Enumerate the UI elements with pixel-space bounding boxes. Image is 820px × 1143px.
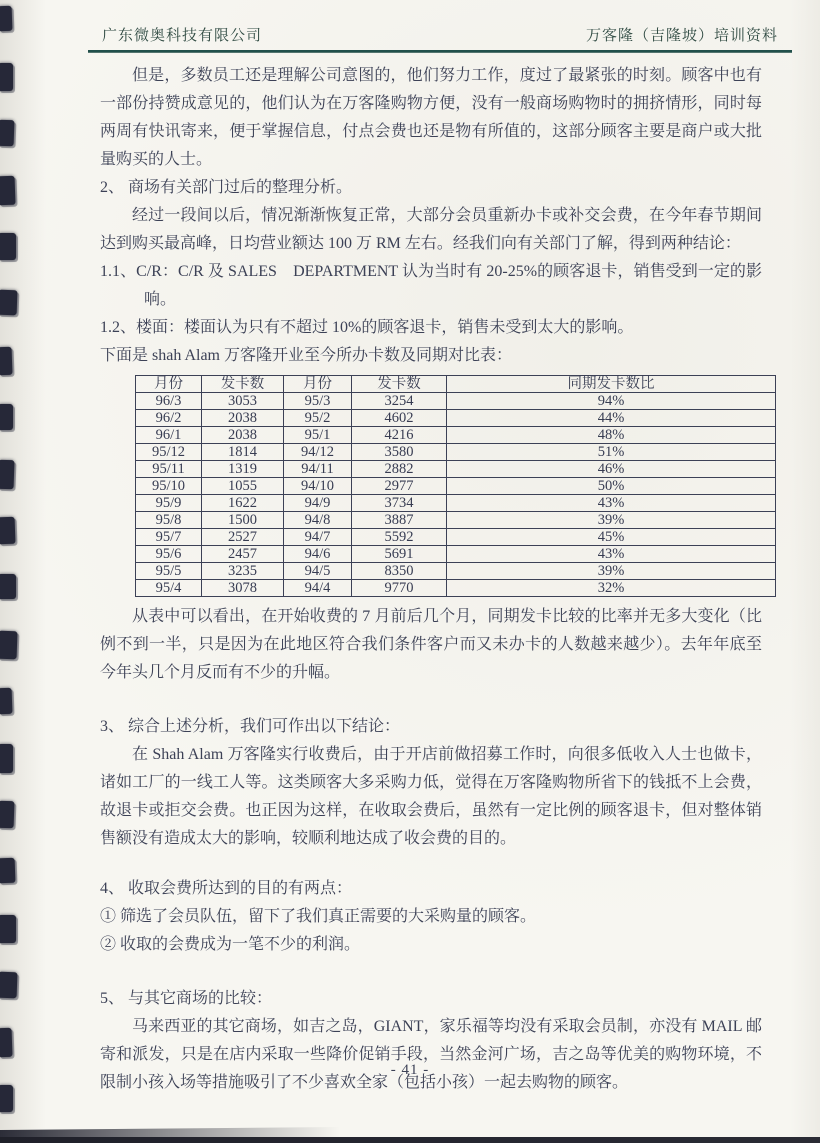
column-header-month-2: 月份 (284, 376, 352, 393)
section-5-heading: 5、 与其它商场的比较： (100, 990, 273, 1007)
table-row (136, 512, 776, 529)
table-cell: 95/11 (136, 461, 202, 478)
section-4-heading: 4、 收取会费所达到的目的有两点： (100, 880, 353, 897)
binding-hole-mark (0, 290, 17, 316)
binding-hole-mark (0, 801, 14, 829)
page-number: - 41 - (390, 1062, 430, 1078)
table-cell: 95/3 (284, 393, 352, 410)
table-row (136, 444, 776, 461)
table-cell: 51% (447, 444, 776, 461)
binding-hole-mark (0, 630, 17, 659)
table-cell: 95/12 (136, 444, 202, 461)
header-rule (88, 52, 792, 53)
table-cell: 94/10 (284, 478, 352, 495)
table-cell: 43% (447, 495, 776, 512)
table-analysis-paragraph: 从表中可以看出，在开始收费的 7 月前后几个月，同期发卡比较的比率并无多大变化（比例不到一半，只是因为在此地区符合我们条件客户而又未办卡的人数越来越少）。去年年底至今年头几个月反而有不少的升幅。 (100, 608, 762, 681)
table-row (136, 393, 776, 410)
table-cell: 94/5 (284, 563, 352, 580)
binding-hole-mark (0, 1085, 13, 1112)
section-5-paragraph: 马来西亚的其它商场，如吉之岛，GIANT，家乐福等均没有采取会员制，亦没有 MAIL 邮寄和派发，只是在店内采取一些降价促销手段，当然金河广场，吉之岛等优美的购物环境，不限制小孩入场等措施吸引了不少喜欢全家（包括小孩）一起去购物的顾客。 (100, 1018, 762, 1091)
table-cell: 1814 (202, 444, 284, 461)
purpose-item-1: ① 筛选了会员队伍，留下了我们真正需要的大采购量的顾客。 (100, 908, 537, 925)
table-cell: 1500 (202, 512, 284, 529)
table-cell: 1622 (202, 495, 284, 512)
table-cell: 8350 (352, 563, 447, 580)
table-cell: 45% (447, 529, 776, 546)
conclusion-item-1-2: 1.2、楼面：楼面认为只有不超过 10%的顾客退卡，销售未受到太大的影响。 (100, 319, 634, 336)
binding-hole-mark (0, 915, 16, 943)
table-cell: 1055 (202, 478, 284, 495)
table-cell: 3734 (352, 495, 447, 512)
table-row (136, 495, 776, 512)
binding-hole-mark (0, 176, 16, 206)
table-header-row (136, 376, 776, 393)
binding-hole-mark (0, 744, 13, 773)
table-row (136, 410, 776, 427)
table-cell: 3580 (352, 444, 447, 461)
table-cell: 3235 (202, 563, 284, 580)
scan-edge-bar (0, 1137, 820, 1143)
binding-hole-mark (0, 574, 16, 599)
conclusion-item-1-1: 1.1、C/R：C/R 及 SALES DEPARTMENT 认为当时有 20-25%的顾客退卡，销售受到一定的影响。 (100, 263, 762, 308)
binding-hole-mark (0, 460, 15, 490)
binding-hole-mark (0, 6, 12, 31)
table-cell: 46% (447, 461, 776, 478)
table-cell: 96/1 (136, 427, 202, 444)
table-cell: 95/1 (284, 427, 352, 444)
binding-hole-mark (0, 63, 13, 91)
binding-hole-mark (0, 119, 14, 146)
table-cell: 94/7 (284, 529, 352, 546)
purpose-item-2: ② 收取的会费成为一笔不少的利润。 (100, 936, 361, 953)
binding-hole-mark (0, 1028, 13, 1057)
document-body (100, 62, 762, 1097)
table-cell: 2457 (202, 546, 284, 563)
column-header-cards-2: 发卡数 (352, 376, 447, 393)
section-3-heading: 3、 综合上述分析，我们可作出以下结论： (100, 718, 401, 735)
binding-hole-mark (0, 858, 15, 884)
table-cell: 5691 (352, 546, 447, 563)
table-cell: 95/6 (136, 546, 202, 563)
table-cell: 2038 (202, 410, 284, 427)
table-row (136, 563, 776, 580)
table-cell: 94/6 (284, 546, 352, 563)
table-cell: 48% (447, 427, 776, 444)
table-row (136, 461, 776, 478)
table-cell: 95/8 (136, 512, 202, 529)
table-cell: 95/4 (136, 580, 202, 597)
binding-hole-mark (0, 971, 17, 998)
binding-hole-mark (0, 233, 16, 260)
table-cell: 50% (447, 478, 776, 495)
table-cell: 39% (447, 512, 776, 529)
table-intro-line: 下面是 shah Alam 万客隆开业至今所办卡数及同期对比表： (100, 347, 512, 364)
table-row (136, 478, 776, 495)
column-header-yoy-ratio: 同期发卡数比 (447, 376, 776, 393)
table-row (136, 427, 776, 444)
table-cell: 3887 (352, 512, 447, 529)
table-cell: 39% (447, 563, 776, 580)
table-cell: 94% (447, 393, 776, 410)
binding-hole-mark (0, 347, 12, 375)
binding-hole-mark (0, 517, 15, 545)
table-cell: 2882 (352, 461, 447, 478)
table-cell: 44% (447, 410, 776, 427)
column-header-cards-1: 发卡数 (202, 376, 284, 393)
table-cell: 95/5 (136, 563, 202, 580)
table-cell: 94/8 (284, 512, 352, 529)
table-cell: 95/10 (136, 478, 202, 495)
table-cell: 95/2 (284, 410, 352, 427)
table-row (136, 580, 776, 597)
section-2-heading: 2、 商场有关部门过后的整理分析。 (100, 179, 353, 196)
card-comparison-table (135, 375, 776, 597)
column-header-month-1: 月份 (136, 376, 202, 393)
table-cell: 96/3 (136, 393, 202, 410)
table-cell: 5592 (352, 529, 447, 546)
header-company-name: 广东微奥科技有限公司 (102, 28, 263, 44)
page-header (88, 24, 792, 52)
table-cell: 2527 (202, 529, 284, 546)
section-3-paragraph: 在 Shah Alam 万客隆实行收费后，由于开店前做招募工作时，向很多低收入人士也做卡，诸如工厂的一线工人等。这类顾客大多采购力低，觉得在万客隆购物所省下的钱抵不上会费，故退卡或拒交会费。也正因为这样，在收取会费后，虽然有一定比例的顾客退卡，但对整体销售额没有造成太大的影响，较顺利地达成了收会费的目的。 (100, 746, 762, 847)
table-row (136, 546, 776, 563)
intro-paragraph: 但是，多数员工还是理解公司意图的，他们努力工作，度过了最紧张的时刻。顾客中也有一部份持赞成意见的，他们认为在万客隆购物方便，没有一般商场购物时的拥挤情形，同时每两周有快讯寄来，便于掌握信息，付点会费也还是物有所值的，这部分顾客主要是商户或大批量购买的人士。 (100, 67, 762, 168)
table-cell: 95/7 (136, 529, 202, 546)
table-cell: 96/2 (136, 410, 202, 427)
table-row (136, 529, 776, 546)
table-cell: 94/12 (284, 444, 352, 461)
binding-hole-mark (0, 687, 12, 713)
binding-hole-mark (0, 404, 13, 430)
table-cell: 32% (447, 580, 776, 597)
table-cell: 94/9 (284, 495, 352, 512)
table-cell: 9770 (352, 580, 447, 597)
table-cell: 2038 (202, 427, 284, 444)
table-cell: 3254 (352, 393, 447, 410)
table-cell: 95/9 (136, 495, 202, 512)
header-document-title: 万客隆（吉隆坡）培训资料 (585, 28, 778, 44)
table-cell: 3053 (202, 393, 284, 410)
spiral-binding-strip (0, 0, 34, 1143)
table-cell: 1319 (202, 461, 284, 478)
table-cell: 4216 (352, 427, 447, 444)
table-cell: 94/4 (284, 580, 352, 597)
table-cell: 3078 (202, 580, 284, 597)
section-2-paragraph: 经过一段间以后，情况渐渐恢复正常，大部分会员重新办卡或补交会费，在今年春节期间达到购买最高峰，日均营业额达 100 万 RM 左右。经我们向有关部门了解，得到两种结论： (100, 207, 762, 252)
table-cell: 43% (447, 546, 776, 563)
table-cell: 94/11 (284, 461, 352, 478)
table-cell: 2977 (352, 478, 447, 495)
comparison-table-body (136, 393, 776, 597)
table-cell: 4602 (352, 410, 447, 427)
